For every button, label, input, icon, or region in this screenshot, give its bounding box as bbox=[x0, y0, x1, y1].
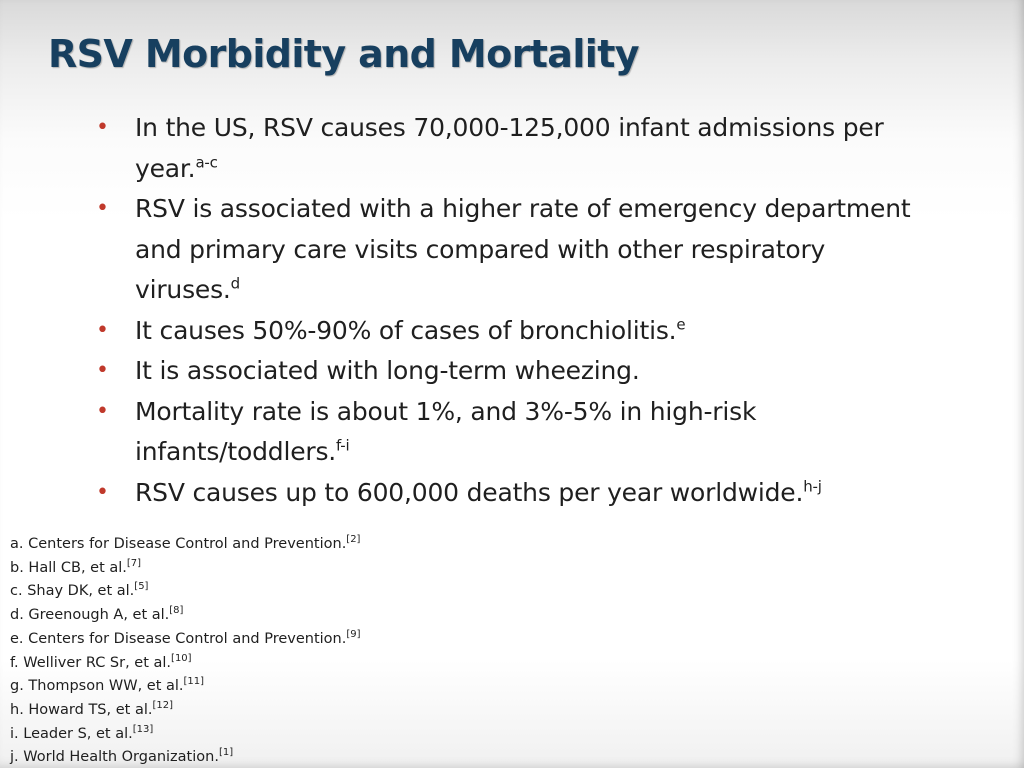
bullet-text: It is associated with long-term wheezing. bbox=[135, 356, 640, 385]
bullet-marker: • bbox=[96, 196, 109, 221]
reference-number: [5] bbox=[134, 581, 149, 593]
reference-number: [13] bbox=[132, 723, 154, 735]
bullet-list bbox=[96, 108, 926, 513]
bullet-marker: • bbox=[96, 317, 109, 343]
reference-number: [8] bbox=[169, 605, 184, 617]
reference-text: a. Centers for Disease Control and Prevention. bbox=[10, 536, 347, 552]
reference-number: [2] bbox=[346, 534, 361, 546]
reference-item bbox=[10, 675, 361, 699]
reference-text: c. Shay DK, et al. bbox=[10, 583, 135, 600]
reference-text: h. Howard TS, et al. bbox=[10, 701, 153, 718]
reference-item bbox=[10, 652, 361, 676]
bullet-marker: • bbox=[96, 479, 109, 505]
citation-superscript: a-c bbox=[195, 153, 218, 172]
reference-number: [1] bbox=[218, 747, 234, 759]
bullet-text: RSV causes up to 600,000 deaths per year worldwide. bbox=[135, 477, 804, 507]
reference-item bbox=[10, 699, 361, 723]
reference-item bbox=[10, 604, 361, 628]
reference-list bbox=[10, 533, 361, 768]
bullet-text: It causes 50%-90% of cases of bronchiolitis. bbox=[135, 315, 677, 345]
bullet-marker: • bbox=[96, 115, 109, 140]
bullet-text: In the US, RSV causes 70,000-125,000 infant admissions per year. bbox=[135, 113, 884, 183]
reference-number: [12] bbox=[152, 700, 173, 712]
slide-title: RSV Morbidity and Mortality bbox=[48, 32, 639, 76]
bullet-text: Mortality rate is about 1%, and 3%-5% in high-risk infants/toddlers. bbox=[135, 396, 757, 466]
reference-item bbox=[10, 628, 361, 652]
reference-number: [9] bbox=[346, 628, 361, 640]
bullet-item bbox=[96, 351, 926, 392]
bullet-marker: • bbox=[96, 358, 109, 383]
reference-item bbox=[10, 723, 361, 747]
reference-number: [10] bbox=[171, 652, 192, 664]
citation-superscript: f-i bbox=[336, 436, 350, 455]
bullet-item bbox=[96, 108, 926, 189]
citation-superscript: h-j bbox=[803, 477, 822, 496]
bullet-item bbox=[96, 189, 926, 311]
bullet-item bbox=[96, 473, 926, 514]
reference-item bbox=[10, 533, 361, 557]
bullet-item bbox=[96, 392, 926, 473]
reference-text: f. Welliver RC Sr, et al. bbox=[10, 654, 172, 671]
reference-text: e. Centers for Disease Control and Prevention. bbox=[10, 630, 347, 647]
reference-text: b. Hall CB, et al. bbox=[10, 559, 127, 576]
bullet-item bbox=[96, 311, 926, 352]
reference-text: j. World Health Organization. bbox=[10, 749, 219, 766]
reference-number: [11] bbox=[183, 676, 205, 688]
citation-superscript: e bbox=[676, 315, 686, 334]
reference-text: g. Thompson WW, et al. bbox=[10, 678, 184, 695]
reference-item bbox=[10, 557, 361, 581]
citation-superscript: d bbox=[230, 274, 240, 293]
reference-item bbox=[10, 746, 361, 768]
bullet-marker: • bbox=[96, 398, 109, 424]
reference-number: [7] bbox=[126, 557, 142, 569]
reference-text: d. Greenough A, et al. bbox=[10, 607, 170, 624]
bullet-text: RSV is associated with a higher rate of emergency department and primary care visits compared with other respiratory viruses. bbox=[135, 194, 911, 304]
reference-text: i. Leader S, et al. bbox=[10, 725, 133, 742]
reference-item bbox=[10, 580, 361, 604]
